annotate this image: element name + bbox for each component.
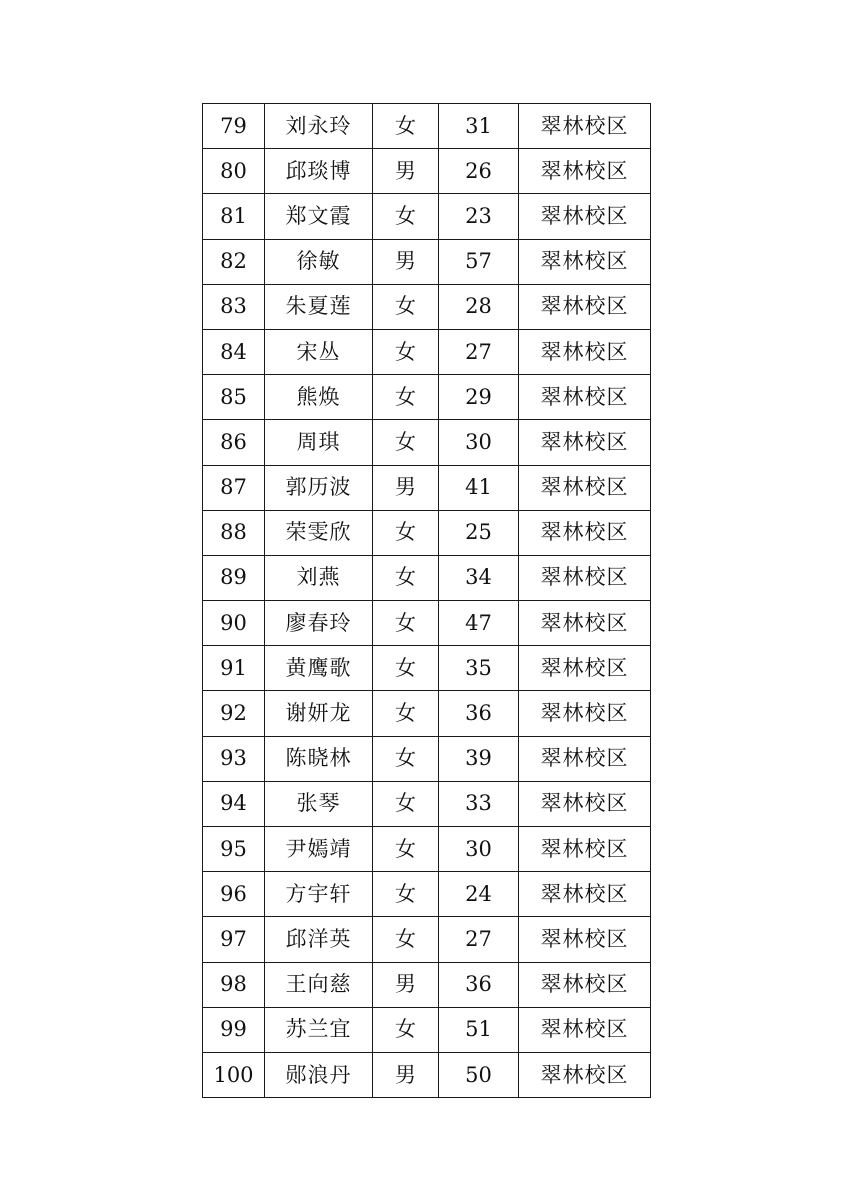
person-name-cell: 尹嫣靖 [265, 827, 373, 872]
table-row [203, 1007, 651, 1052]
table-row [203, 420, 651, 465]
table-row [203, 691, 651, 736]
age-cell: 24 [439, 872, 519, 917]
table-row [203, 465, 651, 510]
campus-cell: 翠林校区 [519, 375, 651, 420]
campus-cell: 翠林校区 [519, 465, 651, 510]
age-cell: 33 [439, 781, 519, 826]
gender-cell: 女 [373, 1007, 439, 1052]
row-number-cell: 94 [203, 781, 265, 826]
row-number-cell: 99 [203, 1007, 265, 1052]
row-number-cell: 93 [203, 736, 265, 781]
row-number-cell: 87 [203, 465, 265, 510]
gender-cell: 男 [373, 149, 439, 194]
campus-cell: 翠林校区 [519, 510, 651, 555]
table-row [203, 962, 651, 1007]
row-number-cell: 86 [203, 420, 265, 465]
person-name-cell: 廖春玲 [265, 601, 373, 646]
age-cell: 41 [439, 465, 519, 510]
gender-cell: 男 [373, 239, 439, 284]
age-cell: 29 [439, 375, 519, 420]
person-name-cell: 刘燕 [265, 555, 373, 600]
gender-cell: 男 [373, 1052, 439, 1097]
age-cell: 36 [439, 962, 519, 1007]
row-number-cell: 90 [203, 601, 265, 646]
campus-cell: 翠林校区 [519, 194, 651, 239]
table-row [203, 149, 651, 194]
row-number-cell: 95 [203, 827, 265, 872]
person-name-cell: 荣雯欣 [265, 510, 373, 555]
gender-cell: 女 [373, 104, 439, 149]
table-row [203, 329, 651, 374]
age-cell: 27 [439, 329, 519, 374]
row-number-cell: 81 [203, 194, 265, 239]
row-number-cell: 84 [203, 329, 265, 374]
gender-cell: 男 [373, 962, 439, 1007]
age-cell: 35 [439, 646, 519, 691]
person-name-cell: 王向慈 [265, 962, 373, 1007]
table-row [203, 827, 651, 872]
campus-cell: 翠林校区 [519, 691, 651, 736]
gender-cell: 女 [373, 872, 439, 917]
row-number-cell: 92 [203, 691, 265, 736]
table-row [203, 284, 651, 329]
campus-cell: 翠林校区 [519, 917, 651, 962]
gender-cell: 女 [373, 646, 439, 691]
gender-cell: 女 [373, 510, 439, 555]
gender-cell: 女 [373, 555, 439, 600]
roster-body [203, 104, 651, 1098]
row-number-cell: 83 [203, 284, 265, 329]
person-name-cell: 邱洋英 [265, 917, 373, 962]
age-cell: 57 [439, 239, 519, 284]
gender-cell: 女 [373, 736, 439, 781]
gender-cell: 女 [373, 194, 439, 239]
age-cell: 39 [439, 736, 519, 781]
row-number-cell: 85 [203, 375, 265, 420]
age-cell: 28 [439, 284, 519, 329]
campus-cell: 翠林校区 [519, 149, 651, 194]
campus-cell: 翠林校区 [519, 239, 651, 284]
row-number-cell: 98 [203, 962, 265, 1007]
gender-cell: 女 [373, 375, 439, 420]
person-name-cell: 黄鹰歌 [265, 646, 373, 691]
gender-cell: 女 [373, 420, 439, 465]
person-name-cell: 郧浪丹 [265, 1052, 373, 1097]
campus-cell: 翠林校区 [519, 1007, 651, 1052]
table-row [203, 781, 651, 826]
person-name-cell: 朱夏莲 [265, 284, 373, 329]
person-name-cell: 徐敏 [265, 239, 373, 284]
campus-cell: 翠林校区 [519, 781, 651, 826]
age-cell: 51 [439, 1007, 519, 1052]
campus-cell: 翠林校区 [519, 646, 651, 691]
person-name-cell: 刘永玲 [265, 104, 373, 149]
table-row [203, 872, 651, 917]
age-cell: 36 [439, 691, 519, 736]
person-name-cell: 方宇轩 [265, 872, 373, 917]
row-number-cell: 82 [203, 239, 265, 284]
gender-cell: 女 [373, 917, 439, 962]
table-row [203, 601, 651, 646]
person-name-cell: 谢妍龙 [265, 691, 373, 736]
row-number-cell: 91 [203, 646, 265, 691]
campus-cell: 翠林校区 [519, 555, 651, 600]
gender-cell: 女 [373, 691, 439, 736]
gender-cell: 男 [373, 465, 439, 510]
age-cell: 23 [439, 194, 519, 239]
row-number-cell: 88 [203, 510, 265, 555]
gender-cell: 女 [373, 284, 439, 329]
roster-table [202, 103, 651, 1098]
table-row [203, 194, 651, 239]
gender-cell: 女 [373, 329, 439, 374]
row-number-cell: 97 [203, 917, 265, 962]
age-cell: 30 [439, 827, 519, 872]
age-cell: 25 [439, 510, 519, 555]
table-row [203, 736, 651, 781]
row-number-cell: 100 [203, 1052, 265, 1097]
table-row [203, 646, 651, 691]
campus-cell: 翠林校区 [519, 104, 651, 149]
age-cell: 50 [439, 1052, 519, 1097]
gender-cell: 女 [373, 781, 439, 826]
age-cell: 47 [439, 601, 519, 646]
campus-cell: 翠林校区 [519, 601, 651, 646]
campus-cell: 翠林校区 [519, 420, 651, 465]
row-number-cell: 89 [203, 555, 265, 600]
person-name-cell: 邱琰博 [265, 149, 373, 194]
table-row [203, 510, 651, 555]
row-number-cell: 79 [203, 104, 265, 149]
campus-cell: 翠林校区 [519, 827, 651, 872]
age-cell: 31 [439, 104, 519, 149]
age-cell: 26 [439, 149, 519, 194]
person-name-cell: 郑文霞 [265, 194, 373, 239]
age-cell: 27 [439, 917, 519, 962]
campus-cell: 翠林校区 [519, 872, 651, 917]
table-row [203, 375, 651, 420]
table-row [203, 1052, 651, 1097]
person-name-cell: 张琴 [265, 781, 373, 826]
gender-cell: 女 [373, 601, 439, 646]
person-name-cell: 周琪 [265, 420, 373, 465]
person-name-cell: 陈晓林 [265, 736, 373, 781]
row-number-cell: 80 [203, 149, 265, 194]
table-row [203, 917, 651, 962]
person-name-cell: 宋丛 [265, 329, 373, 374]
age-cell: 34 [439, 555, 519, 600]
campus-cell: 翠林校区 [519, 962, 651, 1007]
campus-cell: 翠林校区 [519, 329, 651, 374]
row-number-cell: 96 [203, 872, 265, 917]
campus-cell: 翠林校区 [519, 1052, 651, 1097]
campus-cell: 翠林校区 [519, 284, 651, 329]
table-row [203, 555, 651, 600]
person-name-cell: 郭历波 [265, 465, 373, 510]
table-row [203, 239, 651, 284]
table-row [203, 104, 651, 149]
campus-cell: 翠林校区 [519, 736, 651, 781]
gender-cell: 女 [373, 827, 439, 872]
person-name-cell: 熊焕 [265, 375, 373, 420]
age-cell: 30 [439, 420, 519, 465]
person-name-cell: 苏兰宜 [265, 1007, 373, 1052]
